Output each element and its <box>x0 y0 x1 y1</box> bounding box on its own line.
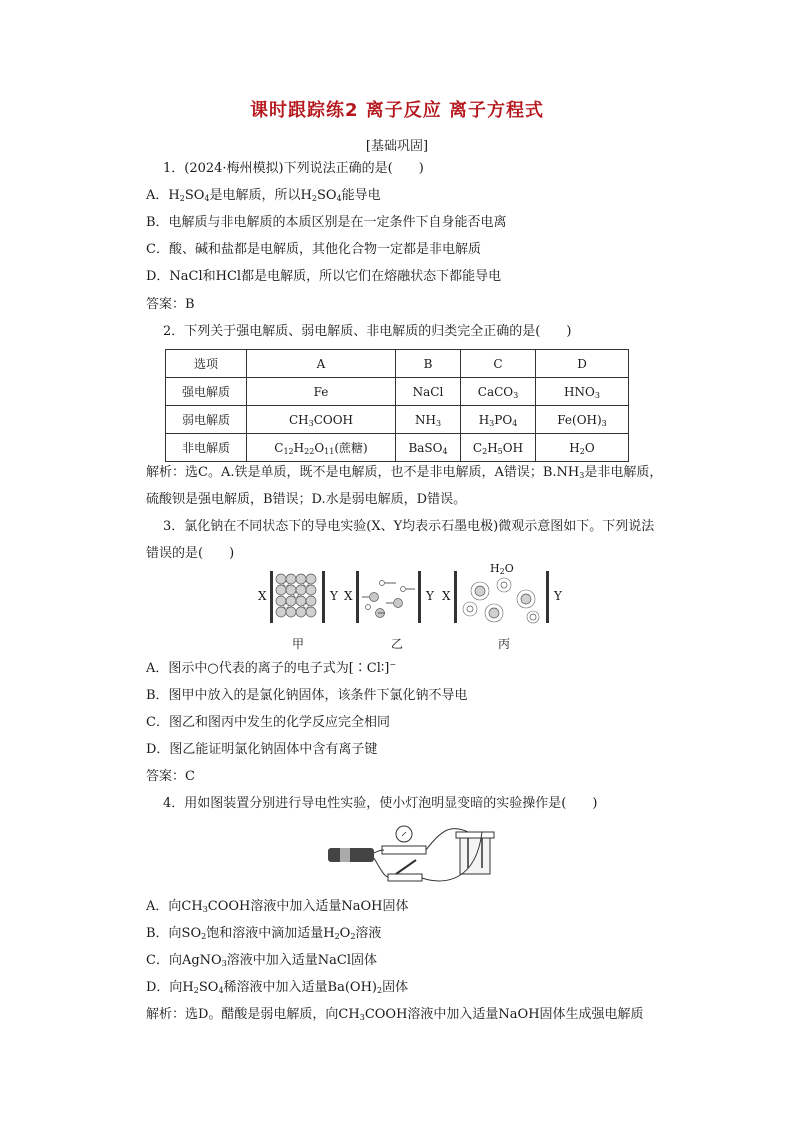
nacl-conduction-diagram <box>258 562 568 655</box>
panel-label-yi: 乙 <box>391 637 404 651</box>
table-cell: $H_2O$ <box>536 434 629 462</box>
q4-option-c: C．向AgNO$_3$溶液中加入适量NaCl固体 <box>146 953 378 968</box>
panel-label-bing: 丙 <box>498 637 511 651</box>
table-cell: 强电解质 <box>166 378 247 406</box>
table-cell: $H_3PO_4$ <box>461 406 536 434</box>
table-cell: 弱电解质 <box>166 406 247 434</box>
q1-option-d: D．NaCl和HCl都是电解质，所以它们在熔融状态下都能导电 <box>146 269 502 284</box>
electrode-x-label: X <box>258 589 267 603</box>
q3-option-b: B．图甲中放入的是氯化钠固体，该条件下氯化钠不导电 <box>146 688 468 703</box>
table-cell: $NH_3$ <box>396 406 461 434</box>
electrode-y-label: Y <box>554 589 562 603</box>
section-heading: [基础巩固] <box>365 139 429 154</box>
page-title: 课时跟踪练2 离子反应 离子方程式 <box>249 100 545 121</box>
apparatus-svg <box>326 820 506 890</box>
table-cell: BaSO$_4$ <box>396 434 461 462</box>
table-cell: $C_2H_5OH$ <box>461 434 536 462</box>
table-cell: B <box>396 350 461 378</box>
table-row <box>166 406 629 434</box>
table-cell: NaCl <box>396 378 461 406</box>
conductivity-apparatus-diagram <box>326 820 506 890</box>
q4-option-b: B．向$SO_2$饱和溶液中滴加适量$H_2O_2$溶液 <box>146 926 382 941</box>
q3-option-c: C．图乙和图丙中发生的化学反应完全相同 <box>146 715 390 730</box>
q2-stem: 2．下列关于强电解质、弱电解质、非电解质的归类完全正确的是( ) <box>163 324 572 339</box>
table-cell: CaCO$_3$ <box>461 378 536 406</box>
ion-circle-icon: ○ <box>207 661 219 676</box>
table-cell: 非电解质 <box>166 434 247 462</box>
table-cell: 选项 <box>166 350 247 378</box>
table-cell: $CH_3COOH$ <box>247 406 396 434</box>
q4-option-d: D．向$H_2SO_4$稀溶液中加入适量$Ba(OH)_2$固体 <box>146 980 409 995</box>
q2-explanation-line2: 硫酸钡是强电解质，B错误；D.水是弱电解质，D错误。 <box>146 492 467 507</box>
electrode-y-label: Y <box>330 589 338 603</box>
table-cell: C <box>461 350 536 378</box>
q3-option-a: A．图示中○代表的离子的电子式为[∶Cl∶]− <box>146 660 397 676</box>
table-header-row <box>166 350 629 378</box>
table-cell: $C_{12}H_{22}O_{11}$(蔗糖) <box>247 434 396 462</box>
electrode-x-label: X <box>344 589 353 603</box>
q3-stem-line1: 3．氯化钠在不同状态下的导电实验(X、Y均表示石墨电极)微观示意图如下。下列说法 <box>163 519 655 534</box>
table-cell: $Fe(OH)_3$ <box>536 406 629 434</box>
q3-answer: 答案：C <box>146 769 195 784</box>
q1-option-b: B．电解质与非电解质的本质区别是在一定条件下自身能否电离 <box>146 215 507 230</box>
q1-option-a: A．$H_2SO_4$是电解质，所以$H_2SO_4$能导电 <box>146 188 381 203</box>
table-cell: $HNO_3$ <box>536 378 629 406</box>
q1-answer: 答案：B <box>146 297 195 312</box>
q4-option-a: A．向$CH_3COOH$溶液中加入适量NaOH固体 <box>146 899 409 914</box>
water-label: $H_2O$ <box>490 562 514 576</box>
q4-stem: 4．用如图装置分别进行导电性实验，使小灯泡明显变暗的实验操作是( ) <box>163 796 598 811</box>
q2-explanation-line1: 解析：选C。A.铁是单质，既不是电解质，也不是非电解质，A错误；$B.NH_3$是非电解质， <box>146 465 663 480</box>
table-row <box>166 378 629 406</box>
panel-label-jia: 甲 <box>292 637 305 651</box>
q3-stem-line2: 错误的是( ) <box>146 546 235 561</box>
table-cell: A <box>247 350 396 378</box>
q1-stem: 1．(2024·梅州模拟)下列说法正确的是( ) <box>163 161 424 176</box>
classification-table <box>165 349 629 462</box>
q1-option-c: C．酸、碱和盐都是电解质，其他化合物一定都是非电解质 <box>146 242 481 257</box>
table-cell: D <box>536 350 629 378</box>
q4-explanation: 解析：选D。醋酸是弱电解质，向$CH_3COOH$溶液中加入适量NaOH固体生成强电解质 <box>146 1007 644 1022</box>
electrode-x-label: X <box>442 589 451 603</box>
table-cell: Fe <box>247 378 396 406</box>
nacl-diagram-svg <box>258 565 568 631</box>
electrode-y-label: Y <box>426 589 434 603</box>
table-row <box>166 434 629 462</box>
q3-option-d: D．图乙能证明氯化钠固体中含有离子键 <box>146 742 378 757</box>
